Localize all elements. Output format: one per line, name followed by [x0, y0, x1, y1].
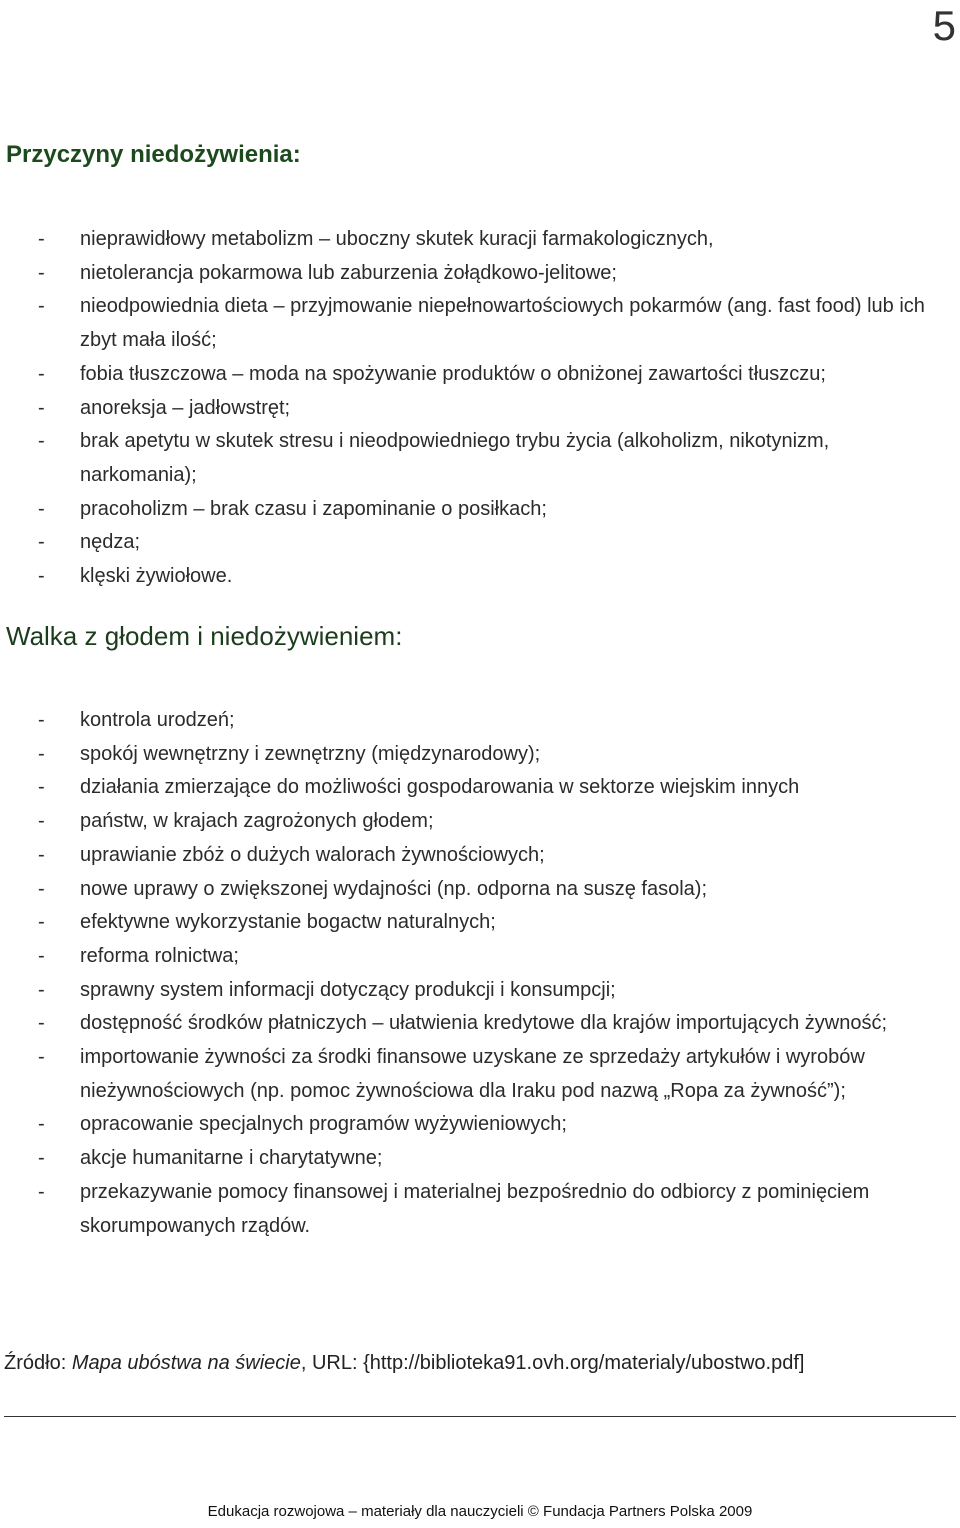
list-item: - nietolerancja pokarmowa lub zaburzenia żołądkowo-jelitowe; [0, 257, 940, 291]
list-item: - nędza; [0, 526, 940, 560]
source-url[interactable]: , URL: {http://biblioteka91.ovh.org/materialy/ubostwo.pdf] [300, 1352, 805, 1374]
source-title: Mapa ubóstwa na świecie [71, 1352, 301, 1374]
list-item: - kontrola urodzeń; [0, 704, 940, 738]
list-item: - przekazywanie pomocy finansowej i materialnej bezpośrednio do odbiorcy z pominięciem skorumpowanych rządów. [0, 1176, 940, 1243]
list-item: - sprawny system informacji dotyczący produkcji i konsumpcji; [0, 974, 940, 1008]
list-item: - opracowanie specjalnych programów wyżywieniowych; [0, 1108, 940, 1142]
list-item: - działania zmierzające do możliwości gospodarowania w sektorze wiejskim innych [0, 771, 940, 805]
causes-list [0, 223, 940, 594]
list-item: - nieodpowiednia dieta – przyjmowanie niepełnowartościowych pokarmów (ang. fast food) lub ich zbyt mała ilość; [0, 290, 940, 357]
list-item: - brak apetytu w skutek stresu i nieodpowiedniego trybu życia (alkoholizm, nikotynizm, narkomania); [0, 425, 940, 492]
list-item: - nowe uprawy o zwiększonej wydajności (np. odporna na suszę fasola); [0, 873, 940, 907]
section-title-fight: Walka z głodem i niedożywieniem: [6, 621, 403, 651]
page-number: 5 [932, 2, 956, 49]
list-item: - uprawianie zbóż o dużych walorach żywnościowych; [0, 839, 940, 873]
list-item: - efektywne wykorzystanie bogactw naturalnych; [0, 906, 940, 940]
list-item: - klęski żywiołowe. [0, 560, 940, 594]
section-title-causes: Przyczyny niedożywienia: [6, 141, 301, 168]
source-citation [4, 1352, 804, 1375]
list-item: - dostępność środków płatniczych – ułatwienia kredytowe dla krajów importujących żywność; [0, 1007, 940, 1041]
list-item: - państw, w krajach zagrożonych głodem; [0, 805, 940, 839]
list-item: - nieprawidłowy metabolizm – uboczny skutek kuracji farmakologicznych, [0, 223, 940, 257]
page-footer: Edukacja rozwojowa – materiały dla nauczycieli © Fundacja Partners Polska 2009 [207, 1503, 753, 1520]
list-item: - fobia tłuszczowa – moda na spożywanie produktów o obniżonej zawartości tłuszczu; [0, 358, 940, 392]
list-item: - spokój wewnętrzny i zewnętrzny (międzynarodowy); [0, 738, 940, 772]
fight-list [0, 704, 940, 1243]
source-label: Źródło: [4, 1352, 72, 1374]
list-item: - reforma rolnictwa; [0, 940, 940, 974]
list-item: - anoreksja – jadłowstręt; [0, 392, 940, 426]
list-item: - importowanie żywności za środki finansowe uzyskane ze sprzedaży artykułów i wyrobów nieżywnościowych (np. pomoc żywnościowa dla Iraku pod nazwą „Ropa za żywność”); [0, 1041, 940, 1108]
list-item: - akcje humanitarne i charytatywne; [0, 1142, 940, 1176]
footer-divider [4, 1416, 956, 1417]
list-item: - pracoholizm – brak czasu i zapominanie o posiłkach; [0, 493, 940, 527]
